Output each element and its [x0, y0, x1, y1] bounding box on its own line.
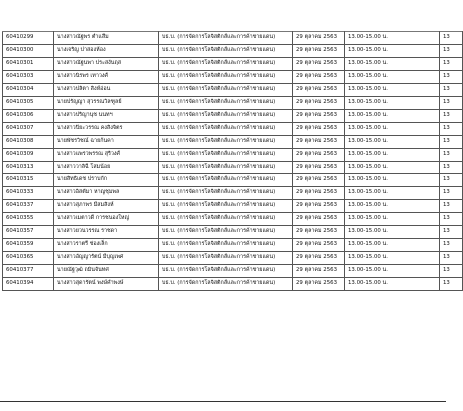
exam-time-cell: 13.00-15.00 น.	[345, 32, 440, 45]
table-row	[3, 161, 463, 174]
student-id-cell: 60410307	[3, 122, 54, 135]
student-id-cell: 60410359	[3, 239, 54, 252]
table-row	[3, 213, 463, 226]
table-row	[3, 135, 463, 148]
exam-date-cell: 29 ตุลาคม 2563	[293, 57, 345, 70]
student-id-cell: 60410308	[3, 135, 54, 148]
table-row	[3, 252, 463, 265]
table-row	[3, 239, 463, 252]
exam-time-cell: 13.00-15.00 น.	[345, 148, 440, 161]
table-row	[3, 96, 463, 109]
student-id-cell: 60410315	[3, 174, 54, 187]
student-id-cell: 60410299	[3, 32, 54, 45]
room-cell: 13	[440, 148, 463, 161]
table-row	[3, 278, 463, 291]
exam-time-cell: 13.00-15.00 น.	[345, 265, 440, 278]
exam-date-cell: 29 ตุลาคม 2563	[293, 109, 345, 122]
exam-time-cell: 13.00-15.00 น.	[345, 96, 440, 109]
exam-date-cell: 29 ตุลาคม 2563	[293, 213, 345, 226]
room-cell: 13	[440, 239, 463, 252]
student-name-cell: นางสาวราตรี ช่องเล็ก	[54, 239, 159, 252]
table-row	[3, 83, 463, 96]
exam-time-cell: 13.00-15.00 น.	[345, 57, 440, 70]
exam-time-cell: 13.00-15.00 น.	[345, 226, 440, 239]
student-name-cell: นางสาวอิสตัมา หาญชุมพล	[54, 187, 159, 200]
student-id-cell: 60410355	[3, 213, 54, 226]
program-cell: บธ.บ. (การจัดการโลจิสติกส์และการค้าชายแดน)	[159, 252, 293, 265]
room-cell: 13	[440, 57, 463, 70]
room-cell: 13	[440, 226, 463, 239]
student-name-cell: นางสาววาลิฉี โสมน้อย	[54, 161, 159, 174]
room-cell: 13	[440, 161, 463, 174]
student-id-cell: 60410301	[3, 57, 54, 70]
table-row	[3, 265, 463, 278]
room-cell: 13	[440, 278, 463, 291]
student-name-cell: นายปรัญญา สุวรรณวิลฑูลย์	[54, 96, 159, 109]
student-id-cell: 60410333	[3, 187, 54, 200]
student-id-cell: 60410306	[3, 109, 54, 122]
student-name-cell: นางสาวสุภาพร มีสมสิงห์	[54, 200, 159, 213]
student-id-cell: 60410305	[3, 96, 54, 109]
exam-schedule-body	[3, 32, 463, 291]
student-name-cell: นางสาวเมตาวดี การชนองใหญ่	[54, 213, 159, 226]
student-name-cell: นางสาวปิยะวรรณ คงสิงจิตร	[54, 122, 159, 135]
exam-time-cell: 13.00-15.00 น.	[345, 122, 440, 135]
exam-date-cell: 29 ตุลาคม 2563	[293, 278, 345, 291]
room-cell: 13	[440, 96, 463, 109]
student-id-cell: 60410337	[3, 200, 54, 213]
exam-date-cell: 29 ตุลาคม 2563	[293, 135, 345, 148]
program-cell: บธ.บ. (การจัดการโลจิสติกส์และการค้าชายแดน)	[159, 213, 293, 226]
student-name-cell: นางสาวนิรพร เทาวงศ์	[54, 70, 159, 83]
room-cell: 13	[440, 187, 463, 200]
student-name-cell: นางสาวแพรวพรรณ สุริวงศ์	[54, 148, 159, 161]
student-id-cell: 60410304	[3, 83, 54, 96]
student-name-cell: นางสาวสุดารัตน์ พงษ์คำพงษ์	[54, 278, 159, 291]
student-name-cell: นางสาวปริญานุช นนทฯ	[54, 109, 159, 122]
program-cell: บธ.บ. (การจัดการโลจิสติกส์และการค้าชายแดน)	[159, 122, 293, 135]
room-cell: 13	[440, 174, 463, 187]
exam-time-cell: 13.00-15.00 น.	[345, 278, 440, 291]
exam-date-cell: 29 ตุลาคม 2563	[293, 44, 345, 57]
exam-date-cell: 29 ตุลาคม 2563	[293, 200, 345, 213]
exam-date-cell: 29 ตุลาคม 2563	[293, 83, 345, 96]
exam-time-cell: 13.00-15.00 น.	[345, 239, 440, 252]
table-row	[3, 32, 463, 45]
footer-divider	[0, 401, 446, 402]
student-id-cell: 60410303	[3, 70, 54, 83]
program-cell: บธ.บ. (การจัดการโลจิสติกส์และการค้าชายแดน)	[159, 226, 293, 239]
student-id-cell: 60410300	[3, 44, 54, 57]
student-id-cell: 60410394	[3, 278, 54, 291]
exam-time-cell: 13.00-15.00 น.	[345, 213, 440, 226]
student-name-cell: นางสาวณัฐนพา ประสงันฤส	[54, 57, 159, 70]
exam-time-cell: 13.00-15.00 น.	[345, 174, 440, 187]
exam-date-cell: 29 ตุลาคม 2563	[293, 226, 345, 239]
exam-time-cell: 13.00-15.00 น.	[345, 135, 440, 148]
table-row	[3, 44, 463, 57]
room-cell: 13	[440, 32, 463, 45]
exam-date-cell: 29 ตุลาคม 2563	[293, 239, 345, 252]
table-row	[3, 70, 463, 83]
exam-time-cell: 13.00-15.00 น.	[345, 187, 440, 200]
exam-time-cell: 13.00-15.00 น.	[345, 252, 440, 265]
exam-date-cell: 29 ตุลาคม 2563	[293, 122, 345, 135]
student-id-cell: 60410357	[3, 226, 54, 239]
program-cell: บธ.บ. (การจัดการโลจิสติกส์และการค้าชายแดน)	[159, 239, 293, 252]
student-name-cell: นายณัฐวุฒิ ถมินจันทศ	[54, 265, 159, 278]
exam-date-cell: 29 ตุลาคม 2563	[293, 148, 345, 161]
room-cell: 13	[440, 213, 463, 226]
student-id-cell: 60410313	[3, 161, 54, 174]
exam-date-cell: 29 ตุลาคม 2563	[293, 252, 345, 265]
program-cell: บธ.บ. (การจัดการโลจิสติกส์และการค้าชายแดน)	[159, 278, 293, 291]
exam-date-cell: 29 ตุลาคม 2563	[293, 187, 345, 200]
exam-time-cell: 13.00-15.00 น.	[345, 161, 440, 174]
program-cell: บธ.บ. (การจัดการโลจิสติกส์และการค้าชายแดน)	[159, 57, 293, 70]
room-cell: 13	[440, 70, 463, 83]
program-cell: บธ.บ. (การจัดการโลจิสติกส์และการค้าชายแดน)	[159, 44, 293, 57]
room-cell: 13	[440, 135, 463, 148]
exam-schedule-table	[2, 31, 463, 291]
student-id-cell: 60410377	[3, 265, 54, 278]
exam-date-cell: 29 ตุลาคม 2563	[293, 174, 345, 187]
student-name-cell: นางสาวณัฐพร ตำแสีม	[54, 32, 159, 45]
student-name-cell: นายพัชรวิชณ์ ฉายก้นคา	[54, 135, 159, 148]
table-row	[3, 148, 463, 161]
table-row	[3, 200, 463, 213]
room-cell: 13	[440, 200, 463, 213]
exam-date-cell: 29 ตุลาคม 2563	[293, 70, 345, 83]
exam-date-cell: 29 ตุลาคม 2563	[293, 161, 345, 174]
program-cell: บธ.บ. (การจัดการโลจิสติกส์และการค้าชายแดน)	[159, 200, 293, 213]
student-id-cell: 60410365	[3, 252, 54, 265]
table-row	[3, 109, 463, 122]
exam-time-cell: 13.00-15.00 น.	[345, 109, 440, 122]
student-name-cell: นางเจริญ ปาสองห้อง	[54, 44, 159, 57]
program-cell: บธ.บ. (การจัดการโลจิสติกส์และการค้าชายแดน)	[159, 174, 293, 187]
program-cell: บธ.บ. (การจัดการโลจิสติกส์และการค้าชายแดน)	[159, 187, 293, 200]
program-cell: บธ.บ. (การจัดการโลจิสติกส์และการค้าชายแดน)	[159, 70, 293, 83]
exam-time-cell: 13.00-15.00 น.	[345, 44, 440, 57]
program-cell: บธ.บ. (การจัดการโลจิสติกส์และการค้าชายแดน)	[159, 32, 293, 45]
program-cell: บธ.บ. (การจัดการโลจิสติกส์และการค้าชายแดน)	[159, 109, 293, 122]
table-row	[3, 187, 463, 200]
room-cell: 13	[440, 109, 463, 122]
exam-time-cell: 13.00-15.00 น.	[345, 200, 440, 213]
table-row	[3, 174, 463, 187]
student-id-cell: 60410309	[3, 148, 54, 161]
table-row	[3, 122, 463, 135]
room-cell: 13	[440, 44, 463, 57]
student-name-cell: นายสิทธิเดช ปราบกัก	[54, 174, 159, 187]
program-cell: บธ.บ. (การจัดการโลจิสติกส์และการค้าชายแดน)	[159, 83, 293, 96]
table-row	[3, 226, 463, 239]
program-cell: บธ.บ. (การจัดการโลจิสติกส์และการค้าชายแดน)	[159, 161, 293, 174]
program-cell: บธ.บ. (การจัดการโลจิสติกส์และการค้าชายแดน)	[159, 135, 293, 148]
program-cell: บธ.บ. (การจัดการโลจิสติกส์และการค้าชายแดน)	[159, 96, 293, 109]
program-cell: บธ.บ. (การจัดการโลจิสติกส์และการค้าชายแดน)	[159, 265, 293, 278]
student-name-cell: นางสาวยวนวรรณ ราชดา	[54, 226, 159, 239]
exam-date-cell: 29 ตุลาคม 2563	[293, 265, 345, 278]
exam-time-cell: 13.00-15.00 น.	[345, 70, 440, 83]
table-row	[3, 57, 463, 70]
exam-date-cell: 29 ตุลาคม 2563	[293, 32, 345, 45]
room-cell: 13	[440, 265, 463, 278]
room-cell: 13	[440, 83, 463, 96]
student-name-cell: นางสาวอัญญารัตน์ มีบุญเพศ	[54, 252, 159, 265]
student-name-cell: นางสาวปลิตา สิงห์อ่อน	[54, 83, 159, 96]
exam-time-cell: 13.00-15.00 น.	[345, 83, 440, 96]
room-cell: 13	[440, 252, 463, 265]
exam-date-cell: 29 ตุลาคม 2563	[293, 96, 345, 109]
room-cell: 13	[440, 122, 463, 135]
program-cell: บธ.บ. (การจัดการโลจิสติกส์และการค้าชายแดน)	[159, 148, 293, 161]
